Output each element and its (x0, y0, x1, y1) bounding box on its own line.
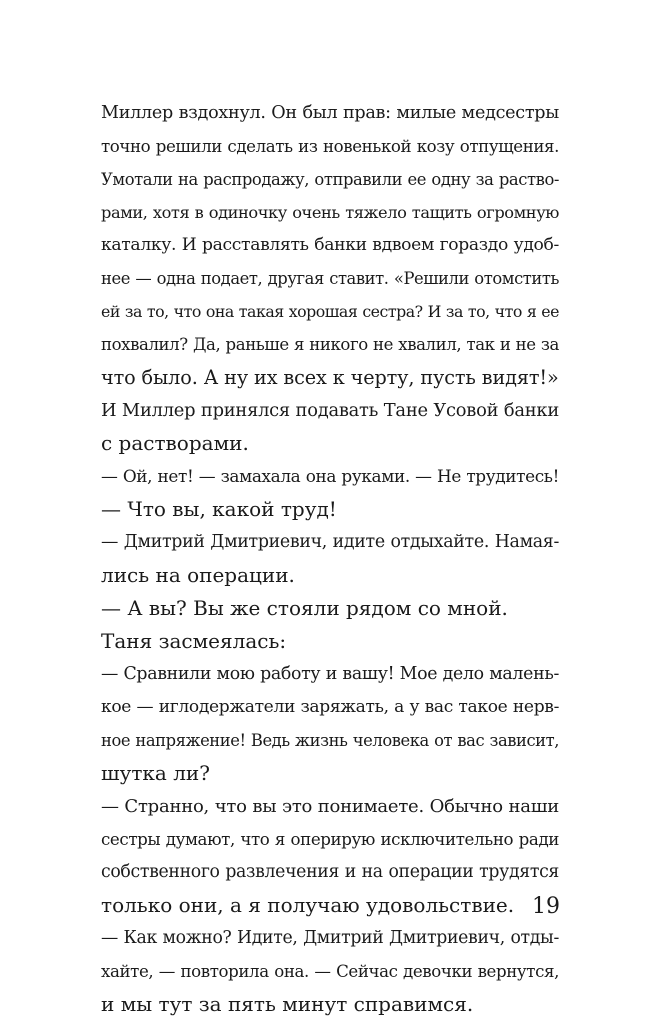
text-line: похвалил? Да, раньше я никого не хвалил, так и не за (101, 335, 559, 354)
text-line: собственного развлечения и на операции трудятся (101, 862, 559, 882)
text-line: шутка ли? (101, 761, 210, 785)
text-line: только они, а я получаю удовольствие. (101, 893, 515, 917)
body-text (101, 97, 559, 1021)
text-line: — Ой, нет! — замахала она руками. — Не трудитесь! (101, 466, 559, 486)
text-line: — А вы? Вы же стояли рядом со мной. (101, 596, 508, 620)
text-line: каталку. И расставлять банки вдвоем гораздо удоб- (101, 235, 559, 255)
text-line: ное напряжение! Ведь жизнь человека от вас зависит, (101, 731, 559, 750)
text-line: — Дмитрий Дмитриевич, идите отдыхайте. Намая- (101, 532, 559, 552)
text-line: Умотали на распродажу, отправили ее одну за раство- (101, 170, 559, 189)
text-line: кое — иглодержатели заряжать, а у вас такое нерв- (101, 697, 559, 717)
text-line: нее — одна подает, другая ставит. «Решили отомстить (101, 269, 559, 288)
text-line: Таня засмеялась: (101, 629, 287, 653)
text-line: И Миллер принялся подавать Тане Усовой банки (101, 400, 559, 421)
text-line: и мы тут за пять минут справимся. (101, 992, 474, 1016)
text-line: — Сравнили мою работу и вашу! Мое дело малень- (101, 664, 559, 684)
text-line: с растворами. (101, 431, 249, 455)
text-line: — Как можно? Идите, Дмитрий Дмитриевич, отды- (101, 928, 559, 948)
text-line: лись на операции. (101, 563, 295, 587)
text-line: сестры думают, что я оперирую исключительно ради (101, 830, 559, 849)
text-line: — Что вы, какой труд! (101, 497, 337, 521)
text-line: Миллер вздохнул. Он был прав: милые медсестры (101, 103, 559, 123)
text-line: ей за то, что она такая хорошая сестра? И за то, что я ее (101, 302, 559, 321)
text-line: — Странно, что вы это понимаете. Обычно наши (101, 796, 559, 817)
text-line: точно решили сделать из новенькой козу отпущения. (101, 137, 559, 156)
text-line: хайте, — повторила она. — Сейчас девочки вернутся, (101, 962, 559, 981)
text-line: рами, хотя в одиночку очень тяжело тащить огромную (101, 203, 559, 222)
text-line: что было. А ну их всех к черту, пусть видят!» (101, 366, 559, 389)
page-number: 19 (532, 894, 560, 919)
